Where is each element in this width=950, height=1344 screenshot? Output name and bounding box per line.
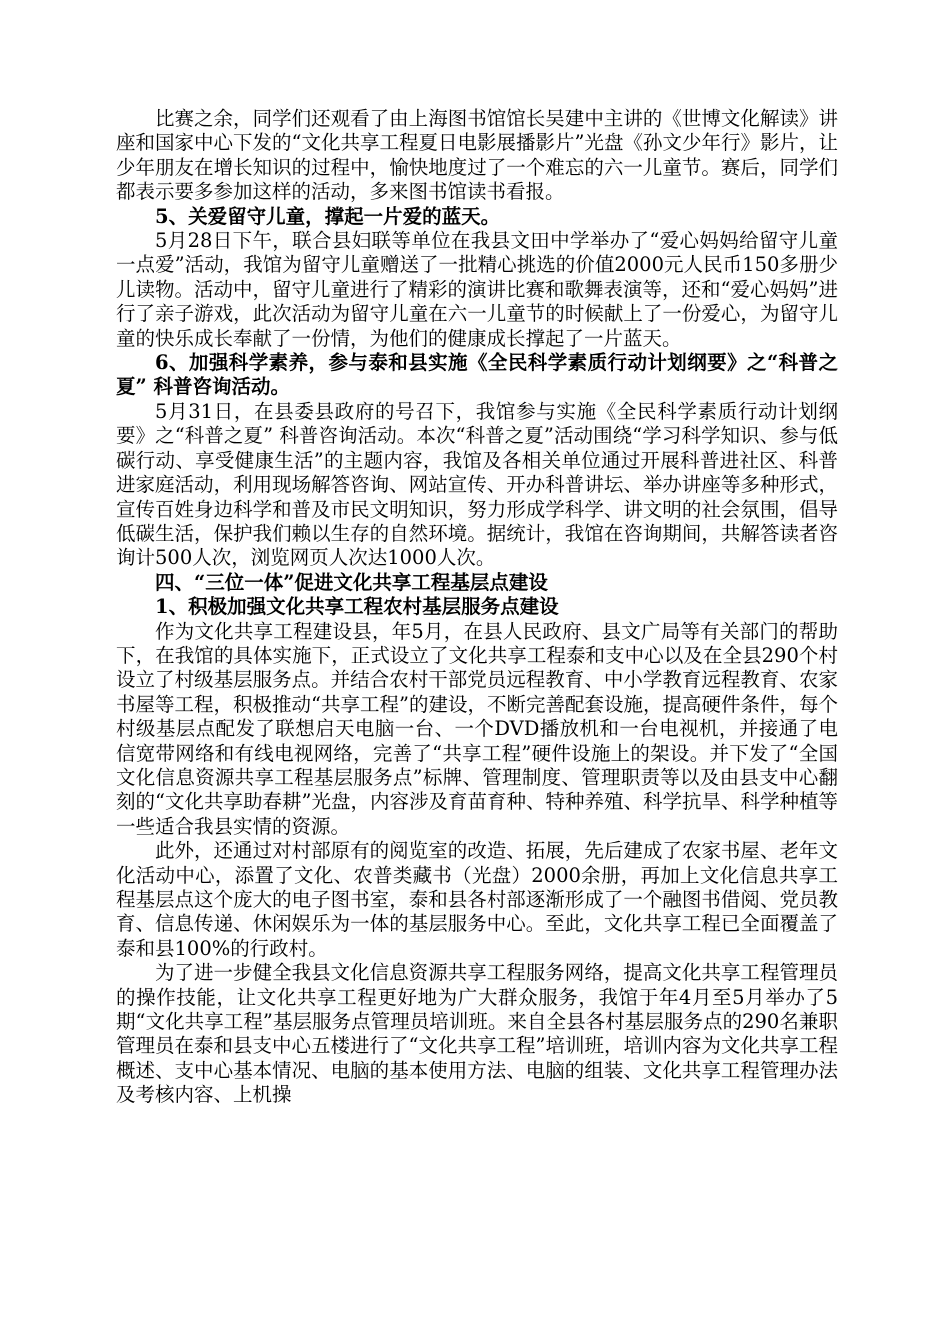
paragraph-administrator-training: 为了进一步健全我县文化信息资源共享工程服务网络，提高文化共享工程管理员的操作技能，让文化共享工程更好地为广大群众服务，我馆于年4月至5月举办了5期“文化共享工程”基层服务点管理员培训班。来自全县各村基层服务点的290名兼职管理员在泰和县支中心五楼进行了“文化共享工程”培训班，培训内容为文化共享工程概述、支中心基本情况、电脑的基本使用方法、电脑的组装、文化共享工程管理办法及考核内容、上机操: [116, 961, 838, 1107]
paragraph-science-summer: 5月31日，在县委县政府的号召下，我馆参与实施《全民科学素质行动计划纲要》之“科普之夏” 科普咨询活动。本次“科普之夏”活动围绕“学习科学知识、参与低碳行动、享受健康生活”的主题内容，我馆及各相关单位通过开展科普进社区、科普进家庭活动，利用现场解答咨询、网站宣传、开办科普讲坛、举办讲座等多种形式，宣传百姓身边科学和普及市民文明知识，努力形成学科学、讲文明的社会氛围，倡导低碳生活，保护我们赖以生存的自然环境。据统计，我馆在咨询期间，共解答读者咨询计500人次，浏览网页人次达1000人次。: [116, 399, 838, 570]
section-heading-rural-service-points: 1、积极加强文化共享工程农村基层服务点建设: [155, 595, 559, 619]
section-heading-science-literacy: 6、加强科学素养，参与泰和县实施《全民科学素质行动计划纲要》之“科普之夏” 科普咨询活动。: [116, 351, 838, 399]
chapter-heading-four: 四、“三位一体”促进文化共享工程基层点建设: [155, 570, 548, 594]
paragraph-event-summary: 比赛之余，同学们还观看了由上海图书馆馆长吴建中主讲的《世博文化解读》讲座和国家中心下发的“文化共享工程夏日电影展播影片”光盘《孙文少年行》影片，让少年朋友在增长知识的过程中，愉快地度过了一个难忘的六一儿童节。赛后，同学们都表示要多参加这样的活动，多来图书馆读书看报。: [116, 107, 838, 204]
document-body: [116, 107, 838, 1108]
paragraph-rural-service-points: 作为文化共享工程建设县，年5月，在县人民政府、县文广局等有关部门的帮助下，在我馆的具体实施下，正式设立了文化共享工程泰和支中心以及在全县290个村设立了村级基层服务点。并结合农村干部党员远程教育、中小学教育远程教育、农家书屋等工程，积极推动“共享工程”的建设，不断完善配套设施，提高硬件条件，每个村级基层点配发了联想启天电脑一台、一个DVD播放机和一台电视机，并接通了电信宽带网络和有线电视网络，完善了“共享工程”硬件设施上的架设。并下发了“全国文化信息资源共享工程基层服务点”标牌、管理制度、管理职责等以及由县支中心翻刻的“文化共享助春耕”光盘，内容涉及育苗育种、特种养殖、科学抗旱、科学种植等一些适合我县实情的资源。: [116, 619, 838, 838]
paragraph-left-behind-children: 5月28日下午，联合县妇联等单位在我县文田中学举办了“爱心妈妈给留守儿童一点爱”活动，我馆为留守儿童赠送了一批精心挑选的价值2000元人民币150多册少儿读物。活动中，留守儿童进行了精彩的演讲比赛和歌舞表演等，还和“爱心妈妈”进行了亲子游戏，此次活动为留守儿童在六一儿童节的时候献上了一份爱心，为留守儿童的快乐成长奉献了一份情，为他们的健康成长撑起了一片蓝天。: [116, 229, 838, 350]
paragraph-reading-rooms: 此外，还通过对村部原有的阅览室的改造、拓展，先后建成了农家书屋、老年文化活动中心，添置了文化、农普类藏书（光盘）2000余册，再加上文化信息共享工程基层点这个庞大的电子图书室，泰和县各村部逐渐形成了一个融图书借阅、党员教育、信息传递、休闲娱乐为一体的基层服务中心。至此，文化共享工程已全面覆盖了泰和县100%的行政村。: [116, 839, 838, 960]
section-heading-left-behind-children: 5、关爱留守儿童，撑起一片爱的蓝天。: [155, 204, 501, 228]
